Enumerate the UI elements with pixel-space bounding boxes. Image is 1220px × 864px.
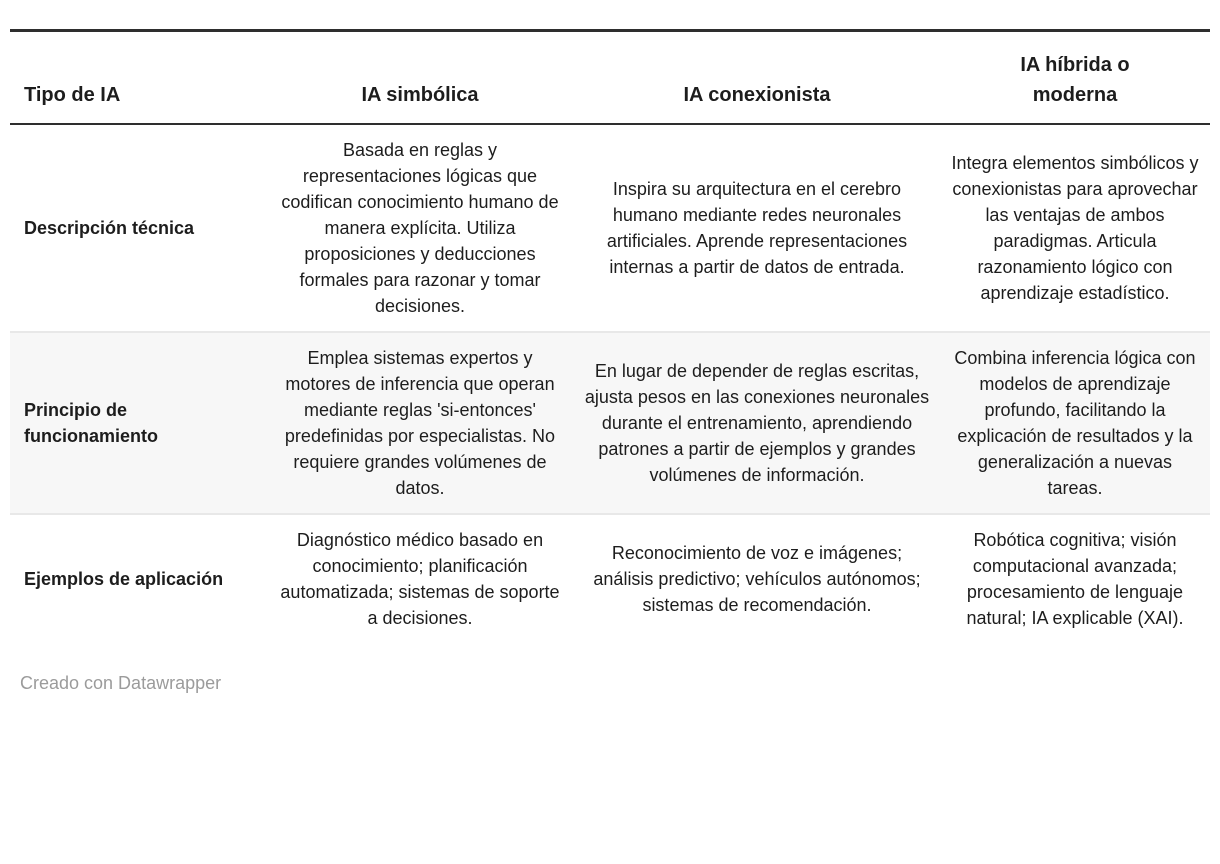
datawrapper-credit[interactable]: Creado con Datawrapper <box>20 673 222 693</box>
column-header-ia-simbolica: IA simbólica <box>266 31 574 125</box>
cell-descripcion-ia-conexionista: Inspira su arquitectura en el cerebro humano mediante redes neuronales artificiales. Aprende representaciones internas a partir de datos de entrada. <box>606 179 908 277</box>
column-header-ia-conexionista: IA conexionista <box>574 31 940 125</box>
header-row <box>10 31 1210 125</box>
cell-ejemplos-ia-simbolica: Diagnóstico médico basado en conocimiento; planificación automatizada; sistemas de soporte a decisiones. <box>280 530 560 628</box>
column-header-ia-hibrida-label: IA híbrida o moderna <box>1020 54 1130 106</box>
table-row-principio-funcionamiento <box>10 332 1210 514</box>
table-row-descripcion-tecnica <box>10 124 1210 332</box>
cell-ejemplos-ia-hibrida: Robótica cognitiva; visión computacional avanzada; procesamiento de lenguaje natural; IA explicable (XAI). <box>966 530 1184 628</box>
cell-principio-ia-simbolica: Emplea sistemas expertos y motores de inferencia que operan mediante reglas 'si-entonces' predefinidas por especialistas. No requiere grandes volúmenes de datos. <box>284 348 556 498</box>
cell-descripcion-ia-hibrida: Integra elementos simbólicos y conexionistas para aprovechar las ventajas de ambos paradigmas. Articula razonamiento lógico con aprendizaje estadístico. <box>951 153 1199 303</box>
cell-principio-ia-hibrida: Combina inferencia lógica con modelos de aprendizaje profundo, facilitando la explicación de resultados y la generalización a nuevas tareas. <box>954 348 1196 498</box>
cell-principio-ia-conexionista: En lugar de depender de reglas escritas, ajusta pesos en las conexiones neuronales durante el entrenamiento, aprendiendo patrones a partir de ejemplos y grandes volúmenes de información. <box>584 361 930 485</box>
cell-ejemplos-ia-conexionista: Reconocimiento de voz e imágenes; análisis predictivo; vehículos autónomos; sistemas de recomendación. <box>593 543 921 615</box>
row-label-ejemplos-aplicacion: Ejemplos de aplicación <box>24 569 224 589</box>
table-header <box>10 31 1210 125</box>
row-label-descripcion-tecnica: Descripción técnica <box>24 218 195 238</box>
column-header-tipo-de-ia: Tipo de IA <box>10 31 266 125</box>
cell-descripcion-ia-simbolica: Basada en reglas y representaciones lógicas que codifican conocimiento humano de manera explícita. Utiliza proposiciones y deducciones formales para razonar y tomar decisiones. <box>281 140 559 316</box>
column-header-ia-hibrida <box>940 31 1210 125</box>
table-body <box>10 124 1210 643</box>
ai-types-comparison-table <box>10 29 1210 643</box>
table-row-ejemplos-aplicacion <box>10 514 1210 643</box>
row-label-principio-funcionamiento: Principio de funcionamiento <box>24 400 158 446</box>
